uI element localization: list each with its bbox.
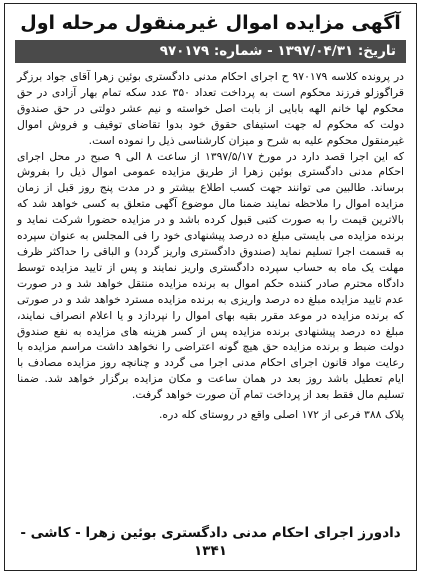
auction-notice [4,3,417,571]
notice-body [17,69,404,403]
notice-signature: دادورز اجرای احکام مدنی دادگستری بوئین زهرا - کاشی - ۱۳۴۱ [20,525,401,559]
paragraph-case-details: در پرونده کلاسه ۹۷۰۱۷۹ ح اجرای احکام مدنی دادگستری بوئین زهرا آقای جواد برزگر قراگوزلو فرزند محکوم است به پرداخت تعداد ۳۵۰ عدد سکه تمام بهار آزادی در حق محکوم لها خانم الهه بابایی از بابت اصل خواسته و نیم عشر دولتی در حق صندوق دولت که محکوم له جهت استیفای حقوق خود بدوا تقاضای توقیف و فروش اموال غیرمنقول محکوم علیه به شرح و میزان کارشناسی ذیل را نموده است. [17,70,404,147]
notice-title: آگهی مزایده اموال غیرمنقول مرحله اول [20,12,401,34]
paragraph-auction-terms: که این اجرا قصد دارد در مورخ ۱۳۹۷/۵/۱۷ از ساعت ۸ الی ۹ صبح در محل اجرای احکام مدنی دادگستری بوئین زهرا از طریق مزایده عمومی اموال ذیل را بفروش برساند. طالبین می توانند جهت کسب اطلاع بیشتر و در مدت پنج روز قبل از زمان مزایده اموال را ملاحظه نمایند ضمنا مال موضوع آگهی متعلق به کسی خواهد شد که بالاترین قیمت را به صورت کتبی قبول کرده باشد و در مزایده حضورا شرکت نماید و برنده مزایده می بایستی مبلغ ده درصد پیشنهادی خود را فی المجلس به عنوان سپرده به قسمت اجرا تسلیم نماید (صندوق دادگستری واریز گردد) و الباقی را حداکثر ظرف مهلت یک ماه به حساب سپرده دادگستری واریز نمایند و پس از تایید مزایده توسط دادگاه محترم صادر کننده حکم اموال به برنده مزایده منتقل خواهد شد و در صورت عدم تایید مزایده مبلغ ده درصد واریزی به برنده مزایده مسترد خواهد شد و در صورتی که برنده مزایده در موعد مقرر بقیه بهای اموال را نپردازد و یا اعلام انصراف نمایند، مبلغ ده درصد پیشنهادی برنده مزایده پس از کسر هزینه های مزایده به نفع صندوق دولت ضبط و برنده مزایده حق هیچ گونه اعتراضی را نخواهد داشت مراسم مزایده با رعایت مواد قانون اجرای احکام مدنی اجرا می گردد و چنانچه روز مزایده مصادف با ایام تعطیل باشد روز بعد در همان ساعت و مکان مزایده برگزار خواهد شد. ضمنا تسلیم مال فقط بعد از پرداخت تمام آن صورت خواهد گرفت. [17,149,404,402]
date-number-bar: تاریخ: ۱۳۹۷/۰۴/۳۱ - شماره: ۹۷۰۱۷۹ [15,40,406,63]
property-plaque: پلاک ۳۸۸ فرعی از ۱۷۲ اصلی واقع در روستای کله دره. [158,408,404,422]
